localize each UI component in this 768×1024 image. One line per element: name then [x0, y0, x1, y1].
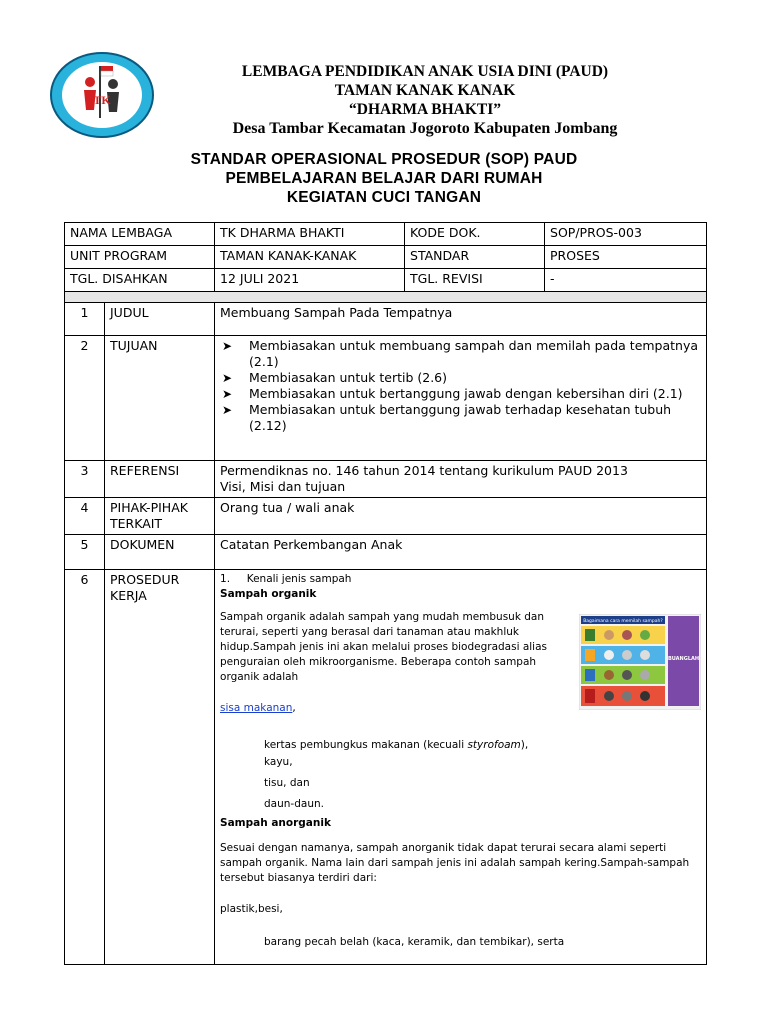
- title-line-1: STANDAR OPERASIONAL PROSEDUR (SOP) PAUD: [190, 151, 578, 168]
- list-item: ➤ Membiasakan untuk membuang sampah dan memilah pada tempatnya (2.1): [222, 338, 699, 369]
- row-label: DOKUMEN: [105, 535, 215, 570]
- list-item: ➤ Membiasakan untuk bertanggung jawab dengan kebersihan diri (2.1): [222, 386, 683, 401]
- meta-row: [65, 246, 707, 269]
- row-pihak: [65, 498, 707, 535]
- row-value: [215, 461, 707, 498]
- row-label: JUDUL: [105, 303, 215, 336]
- meta-label: TGL. DISAHKAN: [65, 269, 215, 292]
- meta-value: TAMAN KANAK-KANAK: [215, 246, 405, 269]
- header-line-1: LEMBAGA PENDIDIKAN ANAK USIA DINI (PAUD): [241, 63, 609, 80]
- meta-value: SOP/PROS-003: [545, 223, 707, 246]
- meta-value: PROSES: [545, 246, 707, 269]
- row-label: PIHAK-PIHAK TERKAIT: [105, 498, 215, 535]
- row-number: 2: [65, 336, 105, 461]
- header-address: Desa Tambar Kecamatan Jogoroto Kabupaten Jombang: [232, 120, 618, 137]
- row-prosedur: [65, 570, 707, 965]
- row-judul: [65, 303, 707, 336]
- school-logo: [50, 52, 154, 138]
- meta-label: UNIT PROGRAM: [65, 246, 215, 269]
- organic-heading: Sampah organik: [220, 588, 317, 600]
- organic-example: kertas pembungkus makanan (kecuali styrofoam),: [264, 739, 529, 751]
- food-waste-link[interactable]: sisa makanan: [220, 702, 293, 714]
- arrow-bullet-icon: ➤: [222, 387, 233, 401]
- image-caption: Bagaimana cara memilah sampah?: [583, 619, 663, 624]
- list-item: ➤ Membiasakan untuk tertib (2.6): [222, 370, 448, 385]
- goal-list: [220, 338, 701, 434]
- row-label: REFERENSI: [105, 461, 215, 498]
- meta-label: NAMA LEMBAGA: [65, 223, 215, 246]
- row-tujuan: [65, 336, 707, 461]
- meta-row: [65, 269, 707, 292]
- row-value: Membuang Sampah Pada Tempatnya: [215, 303, 707, 336]
- row-referensi: [65, 461, 707, 498]
- row-number: 3: [65, 461, 105, 498]
- row-value: Orang tua / wali anak: [215, 498, 707, 535]
- title-line-3: KEGIATAN CUCI TANGAN: [286, 189, 482, 206]
- row-label: TUJUAN: [105, 336, 215, 461]
- organic-example: daun-daun.: [264, 798, 324, 810]
- inorganic-heading: Sampah anorganik: [220, 817, 331, 829]
- meta-value: -: [545, 269, 707, 292]
- separator-row: [65, 292, 707, 303]
- meta-value: 12 JULI 2021: [215, 269, 405, 292]
- document-title: [100, 150, 668, 207]
- arrow-bullet-icon: ➤: [222, 371, 233, 385]
- inorganic-description: Sesuai dengan namanya, sampah anorganik tidak dapat terurai secara alami seperti sampah organik. Nama lain dari sampah jenis ini adalah sampah kering.Sampah-sampah tersebut biasanya terdiri dari:: [220, 842, 690, 884]
- organic-description: Sampah organik adalah sampah yang mudah membusuk dan terurai, seperti yang berasal dari tanaman atau makhluk hidup.Sampah jenis ini akan melalui proses biodegradasi alias penguraian oleh mikroorganisme. Beberapa contoh sampah organik adalah: [220, 611, 547, 683]
- organic-example-link-line: sisa makanan,: [220, 702, 296, 714]
- inorganic-example: plastik,besi,: [220, 903, 283, 915]
- image-poster-text: BUANGLAH: [667, 656, 700, 662]
- header-line-3: “DHARMA BHAKTI”: [349, 101, 501, 118]
- row-value: [215, 336, 707, 461]
- list-item: ➤ Membiasakan untuk bertanggung jawab terhadap kesehatan tubuh (2.12): [222, 402, 672, 433]
- header-line-2: TAMAN KANAK KANAK: [334, 82, 516, 99]
- meta-label: TGL. REVISI: [405, 269, 545, 292]
- meta-value: TK DHARMA BHAKTI: [215, 223, 405, 246]
- arrow-bullet-icon: ➤: [222, 339, 233, 353]
- title-line-2: PEMBELAJARAN BELAJAR DARI RUMAH: [225, 170, 543, 187]
- meta-label: KODE DOK.: [405, 223, 545, 246]
- reference-line: Visi, Misi dan tujuan: [220, 479, 346, 494]
- row-label: PROSEDUR KERJA: [105, 570, 215, 965]
- row-number: 4: [65, 498, 105, 535]
- procedure-content: [215, 570, 707, 965]
- meta-label: STANDAR: [405, 246, 545, 269]
- organic-example: tisu, dan: [264, 777, 310, 789]
- arrow-bullet-icon: ➤: [222, 403, 233, 417]
- waste-sorting-image: [579, 614, 701, 710]
- inorganic-example: barang pecah belah (kaca, keramik, dan tembikar), serta: [264, 936, 565, 948]
- meta-row: [65, 223, 707, 246]
- row-number: 1: [65, 303, 105, 336]
- reference-line: Permendiknas no. 146 tahun 2014 tentang kurikulum PAUD 2013: [220, 463, 628, 478]
- row-number: 6: [65, 570, 105, 965]
- sop-table: [64, 222, 707, 965]
- logo-text: TK: [93, 93, 111, 107]
- institution-header: [190, 62, 660, 138]
- row-dokumen: [65, 535, 707, 570]
- row-number: 5: [65, 535, 105, 570]
- organic-example: kayu,: [264, 756, 293, 768]
- step-heading: 1. Kenali jenis sampah: [220, 573, 352, 585]
- row-value: Catatan Perkembangan Anak: [215, 535, 707, 570]
